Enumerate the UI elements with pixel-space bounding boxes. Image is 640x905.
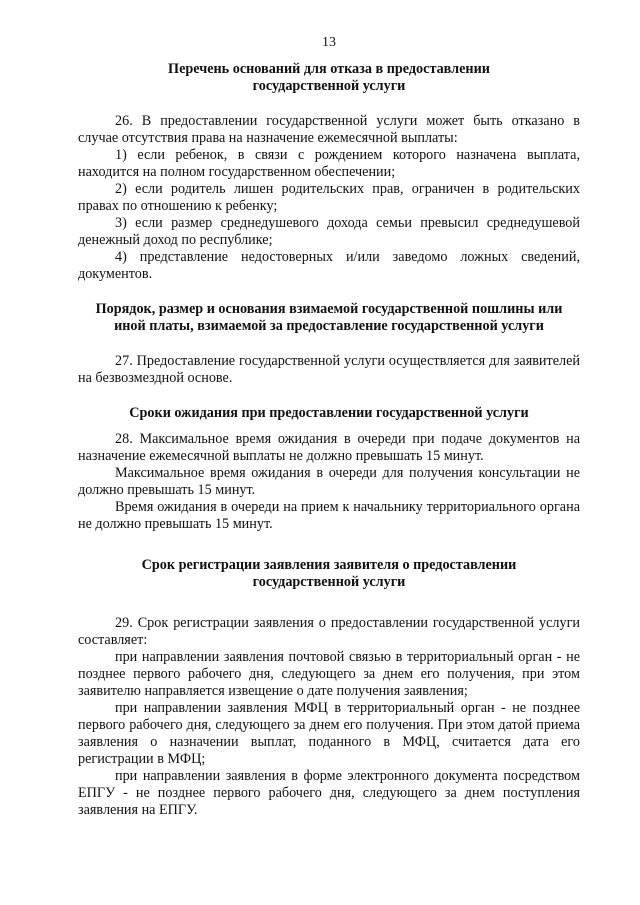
heading-line: Перечень оснований для отказа в предоставлении [168, 61, 490, 77]
document-page [78, 34, 580, 819]
heading-line: иной платы, взимаемой за предоставление государственной услуги [114, 318, 544, 334]
paragraph-consultation-wait: Максимальное время ожидания в очереди для получения консультации не должно превышать 15 минут. [78, 465, 580, 498]
paragraph-28: 28. Максимальное время ожидания в очереди при подаче документов на назначение ежемесячной выплаты не должно превышать 15 минут. [78, 431, 580, 464]
paragraph-epgu: при направлении заявления в форме электронного документа посредством ЕПГУ - не позднее первого рабочего дня, следующего за днем поступления заявления на ЕПГУ. [78, 768, 580, 818]
paragraph-reception-wait: Время ожидания в очереди на прием к начальнику территориального органа не должно превышать 15 минут. [78, 499, 580, 532]
paragraph-mfc: при направлении заявления МФЦ в территориальный орган - не позднее первого рабочего дня, следующего за днем его получения. При этом датой приема заявления о назначении выплат, поданного в МФЦ, считается дата его регистрации в МФЦ; [78, 700, 580, 767]
heading-line: Порядок, размер и основания взимаемой государственной пошлины или [95, 301, 563, 317]
paragraph-postal: при направлении заявления почтовой связью в территориальный орган - не позднее первого рабочего дня, следующего за днем его получения, при этом заявителю направляется извещение о дате получения заявления; [78, 649, 580, 699]
list-item-1: 1) если ребенок, в связи с рождением которого назначена выплата, находится на полном государственном обеспечении; [78, 147, 580, 180]
paragraph-26: 26. В предоставлении государственной услуги может быть отказано в случае отсутствия права на назначение ежемесячной выплаты: [78, 113, 580, 146]
section-heading-state-fee [78, 301, 580, 335]
section-heading-refusal-grounds [78, 61, 580, 95]
list-item-3: 3) если размер среднедушевого дохода семьи превысил среднедушевой денежный доход по республике; [78, 215, 580, 248]
heading-line: Сроки ожидания при предоставлении государственной услуги [129, 405, 529, 421]
section-heading-registration-term [78, 557, 580, 591]
section-heading-waiting-times [78, 405, 580, 422]
list-item-4: 4) представление недостоверных и/или заведомо ложных сведений, документов. [78, 249, 580, 282]
list-item-2: 2) если родитель лишен родительских прав, ограничен в родительских правах по отношению к ребенку; [78, 181, 580, 214]
heading-line: государственной услуги [252, 574, 406, 590]
paragraph-29: 29. Срок регистрации заявления о предоставлении государственной услуги составляет: [78, 615, 580, 648]
heading-line: Срок регистрации заявления заявителя о предоставлении [141, 557, 517, 573]
heading-line: государственной услуги [252, 78, 406, 94]
page-number: 13 [322, 35, 336, 50]
paragraph-27: 27. Предоставление государственной услуги осуществляется для заявителей на безвозмездной основе. [78, 353, 580, 386]
